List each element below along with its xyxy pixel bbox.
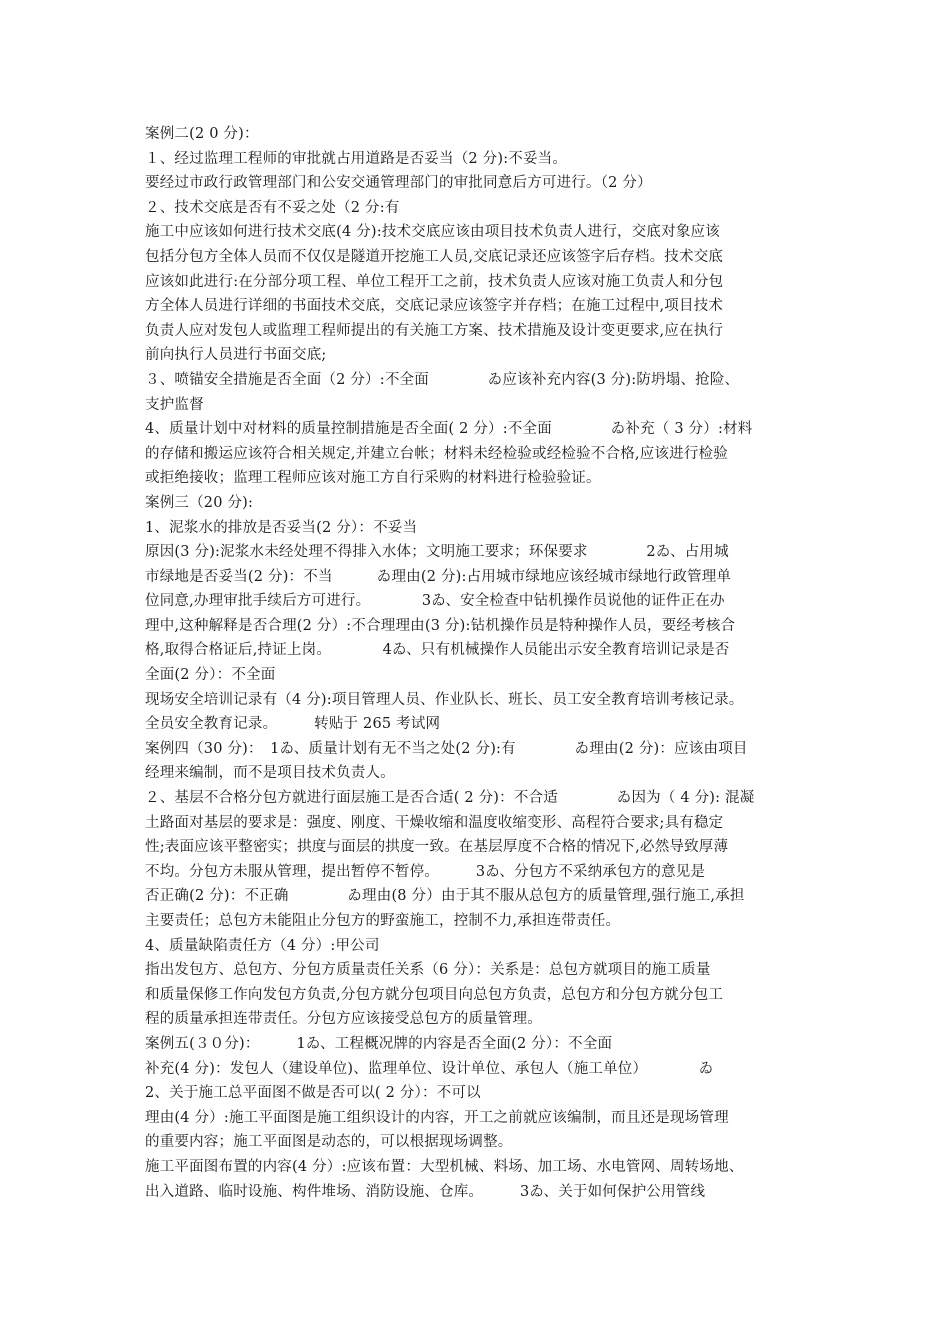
text-line: 前向执行人员进行书面交底; xyxy=(145,347,327,364)
text-line: ２、技术交底是否有不妥之处（2 分:有 xyxy=(145,199,400,216)
text-line: 不均。分包方未服从管理，提出暂停不暂停。 3ゐ、分包方不采纳承包方的意见是 xyxy=(145,863,706,880)
text-line: ３、喷锚安全措施是否全面（2 分）:不全面 ゐ应该补充内容(3 分):防坍塌、抢险、 xyxy=(145,371,740,388)
text-line: 的重要内容；施工平面图是动态的，可以根据现场调整。 xyxy=(145,1134,513,1151)
text-line: 理中,这种解释是否合理(2 分）:不合理理由(3 分):钻机操作员是特种操作人员，要经考核合 xyxy=(145,617,736,634)
text-line: 现场安全培训记录有（4 分):项目管理人员、作业队长、班长、员工安全教育培训考核记录。 xyxy=(145,691,744,708)
text-line: 案例二(2 0 分)： xyxy=(145,126,259,142)
text-line: 或拒绝接收；监理工程师应该对施工方自行采购的材料进行检验验证。 xyxy=(145,470,601,487)
text-line: 格,取得合格证后,持证上岗。 4ゐ、只有机械操作人员能出示安全教育培训记录是否 xyxy=(145,642,730,659)
document-body xyxy=(145,122,825,1204)
text-line: 程的质量承担连带责任。分包方应该接受总包方的质量管理。 xyxy=(145,1011,542,1028)
text-line: 出入道路、临时设施、构件堆场、消防设施、仓库。 3ゐ、关于如何保护公用管线 xyxy=(145,1183,706,1200)
text-line: ２、基层不合格分包方就进行面层施工是否合适( 2 分)：不合适 ゐ因为（ 4 分): 混凝 xyxy=(145,790,755,807)
text-line: 和质量保修工作向发包方负责,分包方就分包项目向总包方负责，总包方和分包方就分包工 xyxy=(145,986,724,1003)
text-line: 案例三（20 分): xyxy=(145,494,254,511)
text-line: 2、关于施工总平面图不做是否可以( 2 分）：不可以 xyxy=(145,1085,481,1102)
text-line: 全员安全教育记录。 转贴于 265 考试网 xyxy=(145,716,441,733)
text-line: 4、质量计划中对材料的质量控制措施是否全面( 2 分）:不全面 ゐ补充（ 3 分）:材料 xyxy=(145,421,753,438)
text-line: 市绿地是否妥当(2 分)：不当 ゐ理由(2 分):占用城市绿地应该经城市绿地行政管理单 xyxy=(145,568,732,585)
text-line: 性;表面应该平整密实；拱度与面层的拱度一致。在基层厚度不合格的情况下,必然导致厚薄 xyxy=(145,839,729,856)
text-line: 案例五(３０分)： 1ゐ、工程概况牌的内容是否全面(2 分）：不全面 xyxy=(145,1035,613,1052)
text-line: 位同意,办理审批手续后方可进行。 3ゐ、安全检查中钻机操作员说他的证件正在办 xyxy=(145,593,725,610)
text-line: 方全体人员进行详细的书面技术交底，交底记录应该签字并存档；在施工过程中,项目技术 xyxy=(145,298,724,315)
text-line: 施工中应该如何进行技术交底(4 分):技术交底应该由项目技术负责人进行，交底对象应该 xyxy=(145,224,720,241)
text-line: 指出发包方、总包方、分包方质量责任关系（6 分）：关系是：总包方就项目的施工质量 xyxy=(145,962,711,979)
text-line: 施工平面图布置的内容(4 分）:应该布置：大型机械、料场、加工场、水电管网、周转场地、 xyxy=(145,1158,744,1175)
text-line: 经理来编制，而不是项目技术负责人。 xyxy=(145,765,395,782)
text-line: 原因(3 分):泥浆水未经处理不得排入水体；文明施工要求；环保要求 2ゐ、占用城 xyxy=(145,544,729,561)
text-line: 否正确(2 分)：不正确 ゐ理由(8 分）由于其不服从总包方的质量管理,强行施工,承担 xyxy=(145,888,745,905)
text-line: 补充(4 分)：发包人（建设单位)、监理单位、设计单位、承包人（施工单位） ゐ xyxy=(145,1060,714,1077)
text-line: 案例四（30 分)： 1ゐ、质量计划有无不当之处(2 分):有 ゐ理由(2 分)：应该由项目 xyxy=(145,740,748,757)
text-line: 应该如此进行:在分部分项工程、单位工程开工之前，技术负责人应该对施工负责人和分包 xyxy=(145,273,724,290)
text-line: 的存储和搬运应该符合相关规定,并建立台帐；材料未经检验或经检验不合格,应该进行检验 xyxy=(145,445,728,462)
text-line: 包括分包方全体人员而不仅仅是隧道开挖施工人员,交底记录还应该签字后存档。技术交底 xyxy=(145,248,724,265)
text-line: 主要责任；总包方未能阻止分包方的野蛮施工，控制不力,承担连带责任。 xyxy=(145,913,621,929)
text-line: 支护监督 xyxy=(145,396,204,413)
text-line: 土路面对基层的要求是：强度、刚度、干燥收缩和温度收缩变形、高程符合要求;具有稳定 xyxy=(145,814,724,831)
text-line: 要经过市政行政管理部门和公安交通管理部门的审批同意后方可进行。（2 分） xyxy=(145,175,652,192)
text-line: 1、泥浆水的排放是否妥当(2 分）：不妥当 xyxy=(145,519,418,536)
text-line: 理由(4 分）:施工平面图是施工组织设计的内容，开工之前就应该编制，而且还是现场管理 xyxy=(145,1109,729,1126)
text-line: 负责人应对发包人或监理工程师提出的有关施工方案、技术措施及设计变更要求,应在执行 xyxy=(145,322,724,339)
text-line: 全面(2 分）：不全面 xyxy=(145,667,276,684)
text-line: １、经过监理工程师的审批就占用道路是否妥当（2 分):不妥当。 xyxy=(145,150,568,167)
text-line: 4、质量缺陷责任方（4 分）:甲公司 xyxy=(145,937,380,954)
